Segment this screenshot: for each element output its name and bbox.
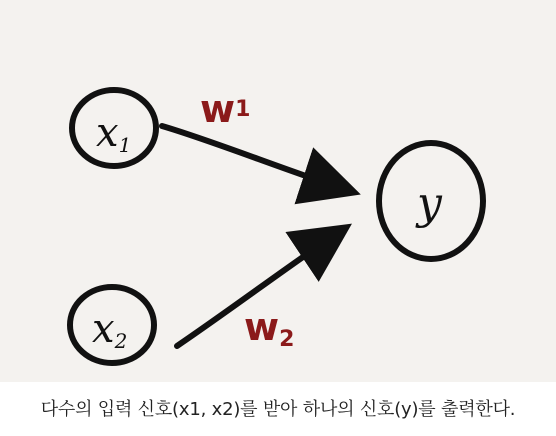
arrow-x1-to-y — [162, 126, 338, 187]
input-x1-subscript: 1 — [118, 133, 132, 157]
input-node-x2 — [70, 287, 154, 363]
output-y-symbol: y — [417, 178, 442, 229]
weight-w2-label — [244, 305, 294, 352]
svg-text:y — [415, 178, 443, 229]
input-x1-symbol: x — [96, 110, 119, 156]
input-x2-symbol: x — [92, 306, 115, 352]
svg-text:x2 — [92, 306, 127, 353]
input-x2-subscript: 2 — [114, 329, 128, 353]
output-node-y — [379, 143, 483, 259]
weight-w1-symbol: w — [200, 87, 236, 131]
weight-w1-label — [200, 87, 250, 131]
input-node-x1 — [72, 90, 156, 166]
weight-w2-subscript: 2 — [279, 327, 295, 352]
figure-caption: 다수의 입력 신호(x1, x2)를 받아 하나의 신호(y)를 출력한다. — [40, 399, 516, 420]
svg-text:x1 — [96, 110, 131, 157]
weight-w1-subscript: 1 — [235, 97, 251, 122]
weight-w2-symbol: w — [244, 305, 280, 349]
